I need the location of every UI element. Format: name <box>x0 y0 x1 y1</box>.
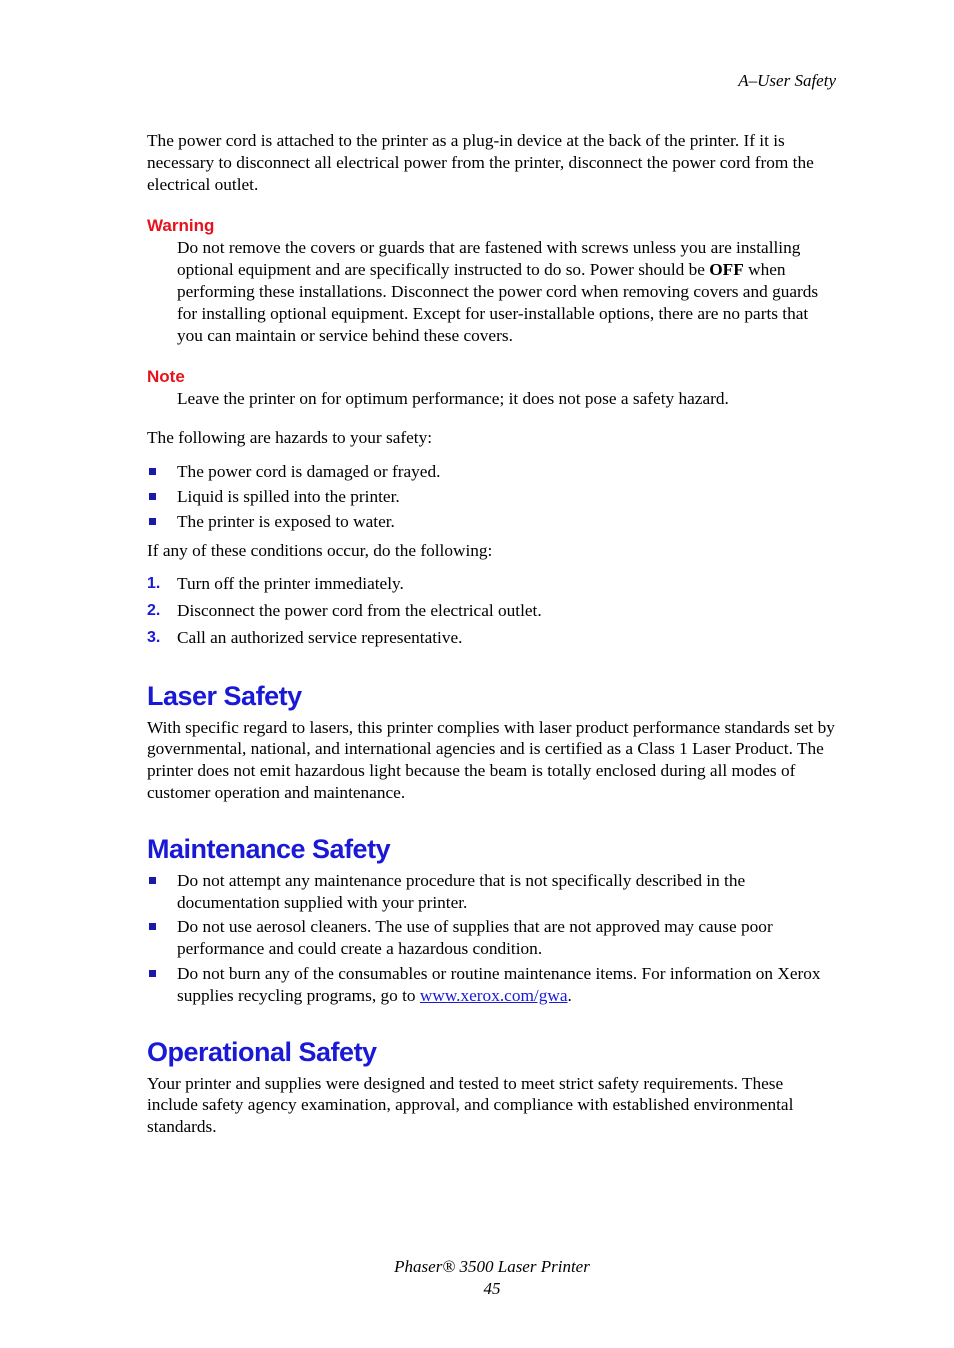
maintenance-safety-heading: Maintenance Safety <box>147 833 391 864</box>
footer-product: Phaser® 3500 Laser Printer <box>394 1257 590 1276</box>
warning-bold-off: OFF <box>709 260 744 280</box>
bullet-icon <box>149 970 156 977</box>
bullet-icon <box>149 493 156 500</box>
maintenance-item-end: . <box>567 985 572 1005</box>
step-text: Turn off the printer immediately. <box>177 574 404 594</box>
warning-text-start: Do not remove the covers or guards that are fastened with screws unless you are installing optional equipment and are specifically instructed to do so. Power should be <box>177 238 801 280</box>
maintenance-item-text: Do not attempt any maintenance procedure that is not specifically described in the documentation supplied with your printer. <box>177 870 746 912</box>
operational-safety-heading: Operational Safety <box>147 1036 377 1067</box>
bullet-icon <box>149 468 156 475</box>
list-item <box>147 461 837 483</box>
list-item <box>147 870 837 914</box>
step-number: 3. <box>147 628 161 646</box>
step-text: Disconnect the power cord from the electrical outlet. <box>177 600 542 620</box>
running-header: A–User Safety <box>738 71 836 90</box>
list-item <box>147 600 837 622</box>
hazards-intro: The following are hazards to your safety: <box>147 428 433 448</box>
page-content <box>147 130 837 1138</box>
warning-text <box>177 237 837 346</box>
warning-label: Warning <box>147 216 215 236</box>
hazard-text: The power cord is damaged or frayed. <box>177 461 441 481</box>
bullet-icon <box>149 518 156 525</box>
warning-text-end: when performing these installations. Disconnect the power cord when removing covers and guards for installing optional equipment. Except for user-installable options, there are no parts that you can maintain or service behind these covers. <box>177 260 819 345</box>
note-label: Note <box>147 367 185 387</box>
maintenance-item-text: Do not burn any of the consumables or routine maintenance items. For information on Xerox supplies recycling programs, go to <box>177 963 821 1005</box>
hazards-list <box>147 461 837 532</box>
operational-safety-text: Your printer and supplies were designed and tested to meet strict safety requirements. These include safety agency examination, approval, and compliance with established environmental standards. <box>147 1073 794 1137</box>
list-item <box>147 573 837 595</box>
bullet-icon <box>149 877 156 884</box>
list-item <box>147 627 837 649</box>
laser-safety-heading: Laser Safety <box>147 680 302 711</box>
note-text: Leave the printer on for optimum performance; it does not pose a safety hazard. <box>177 389 729 409</box>
laser-safety-text: With specific regard to lasers, this printer complies with laser product performance standards set by governmental, national, and international agencies and is certified as a Class 1 Laser Product. The printer does not emit hazardous light because the beam is totally enclosed during all modes of customer operation and maintenance. <box>147 717 835 802</box>
step-text: Call an authorized service representative. <box>177 627 463 647</box>
list-item <box>147 486 837 508</box>
list-item <box>147 916 837 960</box>
xerox-recycling-link[interactable]: www.xerox.com/gwa <box>419 985 568 1005</box>
step-number: 2. <box>147 601 161 619</box>
list-item <box>147 963 837 1007</box>
actions-list <box>147 573 837 648</box>
power-cord-paragraph: The power cord is attached to the printer as a plug-in device at the back of the printer. If it is necessary to disconnect all electrical power from the printer, disconnect the power cord from the electrical outlet. <box>147 131 814 194</box>
maintenance-list <box>147 870 837 1007</box>
actions-intro: If any of these conditions occur, do the following: <box>147 541 493 561</box>
maintenance-item-text: Do not use aerosol cleaners. The use of supplies that are not approved may cause poor performance and could create a hazardous condition. <box>177 917 773 959</box>
bullet-icon <box>149 923 156 930</box>
footer-page-number: 45 <box>483 1279 501 1298</box>
step-number: 1. <box>147 575 161 593</box>
hazard-text: The printer is exposed to water. <box>177 511 395 531</box>
hazard-text: Liquid is spilled into the printer. <box>177 486 400 506</box>
list-item <box>147 511 837 533</box>
